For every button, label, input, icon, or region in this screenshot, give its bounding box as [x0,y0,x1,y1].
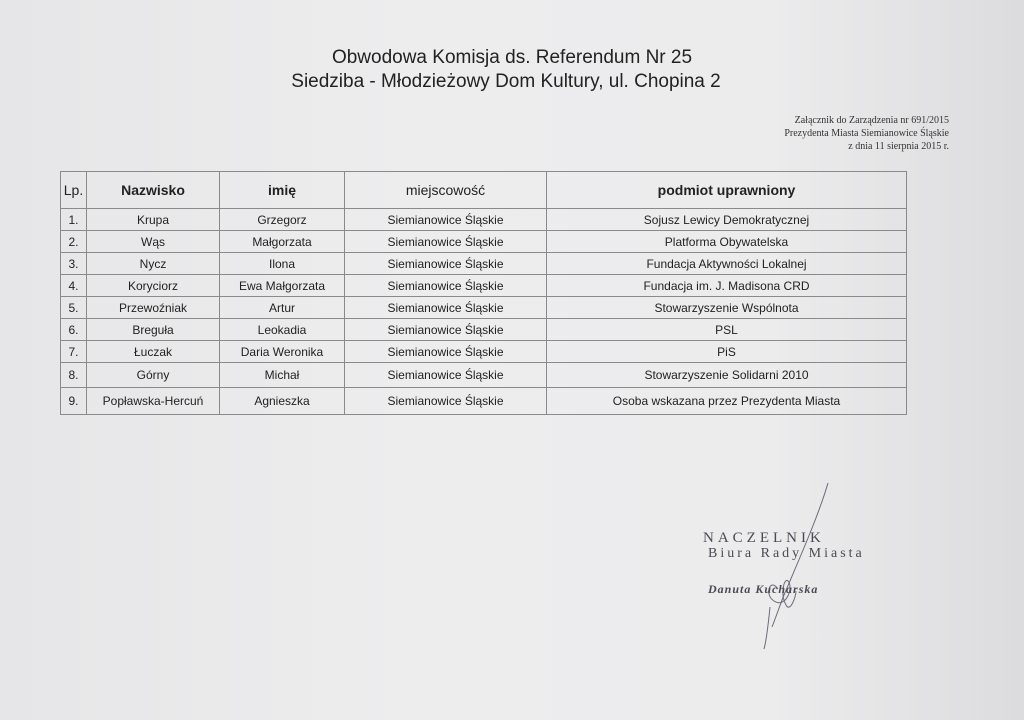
cell-surname: Nycz [87,253,220,275]
cell-first-name: Ewa Małgorzata [220,275,345,297]
column-header-surname: Nazwisko [87,172,220,209]
table-row [61,253,907,275]
table-row [61,319,907,341]
cell-entity: Sojusz Lewicy Demokratycznej [547,209,907,231]
cell-lp: 8. [61,363,87,388]
cell-lp: 6. [61,319,87,341]
cell-entity: Fundacja Aktywności Lokalnej [547,253,907,275]
cell-town: Siemianowice Śląskie [345,275,547,297]
table-row [61,275,907,297]
table-row [61,209,907,231]
stamp-title: NACZELNIK [703,530,825,546]
cell-surname: Breguła [87,319,220,341]
cell-entity: Stowarzyszenie Wspólnota [547,297,907,319]
cell-first-name: Daria Weronika [220,341,345,363]
cell-lp: 2. [61,231,87,253]
cell-lp: 7. [61,341,87,363]
column-header-first-name: imię [220,172,345,209]
cell-surname: Wąs [87,231,220,253]
cell-lp: 9. [61,388,87,415]
cell-first-name: Michał [220,363,345,388]
stamp-subtitle: Biura Rady Miasta [708,546,865,561]
cell-town: Siemianowice Śląskie [345,388,547,415]
cell-town: Siemianowice Śląskie [345,253,547,275]
table-row [61,231,907,253]
table-row [61,363,907,388]
commission-seat: Siedziba - Młodzieżowy Dom Kultury, ul. Chopina 2 [291,71,721,92]
cell-lp: 5. [61,297,87,319]
table-row [61,341,907,363]
cell-first-name: Leokadia [220,319,345,341]
table-row [61,388,907,415]
cell-surname: Łuczak [87,341,220,363]
cell-first-name: Agnieszka [220,388,345,415]
table-row [61,297,907,319]
cell-entity: Osoba wskazana przez Prezydenta Miasta [547,388,907,415]
cell-surname: Przewoźniak [87,297,220,319]
members-table [60,171,907,415]
cell-surname: Górny [87,363,220,388]
cell-first-name: Grzegorz [220,209,345,231]
column-header-lp: Lp. [61,172,87,209]
cell-first-name: Artur [220,297,345,319]
cell-town: Siemianowice Śląskie [345,209,547,231]
cell-town: Siemianowice Śląskie [345,231,547,253]
cell-entity: Fundacja im. J. Madisona CRD [547,275,907,297]
cell-lp: 1. [61,209,87,231]
cell-surname: Popławska-Hercuń [87,388,220,415]
cell-entity: Stowarzyszenie Solidarni 2010 [547,363,907,388]
cell-town: Siemianowice Śląskie [345,363,547,388]
cell-entity: PSL [547,319,907,341]
cell-first-name: Małgorzata [220,231,345,253]
document-header [0,46,1024,94]
table-header-row [61,172,907,209]
cell-entity: PiS [547,341,907,363]
stamp-name: Danuta Kucharska [708,582,819,596]
column-header-town: miejscowość [345,172,547,209]
cell-surname: Krupa [87,209,220,231]
cell-town: Siemianowice Śląskie [345,341,547,363]
cell-entity: Platforma Obywatelska [547,231,907,253]
column-header-entity: podmiot uprawniony [547,172,907,209]
cell-town: Siemianowice Śląskie [345,319,547,341]
cell-first-name: Ilona [220,253,345,275]
cell-town: Siemianowice Śląskie [345,297,547,319]
annex-line-3: z dnia 11 sierpnia 2015 r. [848,141,949,152]
cell-lp: 3. [61,253,87,275]
annex-note [689,114,949,153]
commission-title: Obwodowa Komisja ds. Referendum Nr 25 [331,47,693,68]
cell-surname: Koryciorz [87,275,220,297]
annex-line-1: Załącznik do Zarządzenia nr 691/2015 [794,115,949,126]
official-stamp [700,522,880,652]
handwritten-signature [700,477,880,652]
cell-lp: 4. [61,275,87,297]
annex-line-2: Prezydenta Miasta Siemianowice Śląskie [784,128,949,139]
